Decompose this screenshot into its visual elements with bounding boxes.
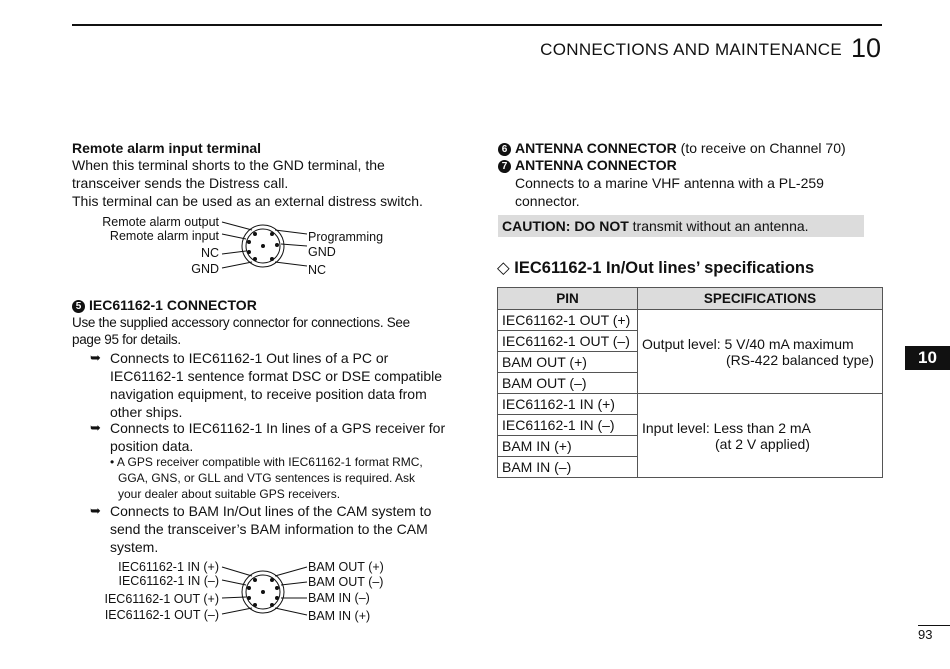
pin-label: IEC61162-1 IN (+) xyxy=(118,560,219,574)
antenna-connector-7: 7 ANTENNA CONNECTOR xyxy=(498,156,677,174)
table-row xyxy=(498,394,883,415)
pin-label: BAM IN (+) xyxy=(308,609,371,623)
pin-label: IEC61162-1 OUT (+) xyxy=(104,592,219,606)
list-item: ➥ Connects to BAM In/Out lines of the CAM system to send the transceiver’s BAM information to the CAM system. xyxy=(90,503,432,555)
spec-heading: ◇ IEC61162-1 In/Out lines’ specifications xyxy=(497,259,815,277)
pin-cell: BAM IN (–) xyxy=(498,457,638,478)
arrow-bullet-icon: ➥ xyxy=(90,420,101,435)
list-item: ➥ Connects to IEC61162-1 In lines of a GPS receiver for position data. xyxy=(90,420,446,454)
remote-alarm-text: When this terminal shorts to the GND terminal, the transceiver sends the Distress call. This terminal can be used as an external distress switch. xyxy=(72,157,423,209)
chapter-number: 10 xyxy=(851,33,882,63)
pin-label: BAM OUT (–) xyxy=(308,575,384,589)
antenna-description: Connects to a marine VHF antenna with a PL-259 connector. xyxy=(515,175,824,209)
page-number: 93 xyxy=(918,627,933,642)
antenna-connector-6: 6 ANTENNA CONNECTOR (to receive on Channel 70) xyxy=(498,139,846,157)
input-spec-cell: Input level: Less than 2 mA (at 2 V applied) xyxy=(638,394,883,478)
pin-label: Remote alarm output xyxy=(102,215,219,229)
pin-cell: IEC61162-1 IN (–) xyxy=(498,415,638,436)
connector-7pin-icon xyxy=(215,212,310,282)
output-spec-cell: Output level: 5 V/40 mA maximum (RS-422 balanced type) xyxy=(638,310,883,394)
pin-label: BAM OUT (+) xyxy=(308,560,384,574)
pin-label: IEC61162-1 IN (–) xyxy=(118,574,219,588)
remote-alarm-heading: Remote alarm input terminal xyxy=(72,140,262,156)
page-number-rule xyxy=(918,625,950,626)
pin-label: NC xyxy=(308,263,327,277)
pin-label: IEC61162-1 OUT (–) xyxy=(104,608,219,622)
pin-cell: IEC61162-1 OUT (+) xyxy=(498,310,638,331)
page-header-title: CONNECTIONS AND MAINTENANCE xyxy=(540,40,842,59)
item-number-badge: 7 xyxy=(498,160,511,173)
pin-label: GND xyxy=(191,262,219,276)
item-number-badge: 5 xyxy=(72,300,85,313)
pin-label: Programming xyxy=(308,230,384,244)
connector-8pin-icon xyxy=(215,558,310,628)
table-row xyxy=(498,310,883,331)
table-header-row xyxy=(498,288,883,310)
column-header-pin: PIN xyxy=(498,288,638,310)
header-rule xyxy=(72,24,882,26)
diamond-icon: ◇ xyxy=(497,259,510,277)
spec-table xyxy=(497,287,883,478)
iec-connector-heading: 5 IEC61162-1 CONNECTOR xyxy=(72,296,257,314)
pin-cell: BAM IN (+) xyxy=(498,436,638,457)
list-item: ➥ Connects to IEC61162-1 Out lines of a PC or IEC61162-1 sentence format DSC or DSE compatible navigation equipment, to receive position data from other ships. xyxy=(90,350,443,420)
pin-label: NC xyxy=(200,246,219,260)
pin-cell: IEC61162-1 OUT (–) xyxy=(498,331,638,352)
pin-cell: BAM OUT (–) xyxy=(498,373,638,394)
pin-cell: BAM OUT (+) xyxy=(498,352,638,373)
gps-note: • A GPS receiver compatible with IEC61162-1 format RMC, GGA, GNS, or GLL and VTG sentences is required. Ask your dealer about suitable GPS receivers. xyxy=(110,455,423,501)
chapter-side-tab: 10 xyxy=(905,346,950,370)
pin-label: BAM IN (–) xyxy=(308,591,370,605)
pin-label: GND xyxy=(308,245,336,259)
arrow-bullet-icon: ➥ xyxy=(90,503,101,518)
column-header-specifications: SPECIFICATIONS xyxy=(638,288,883,310)
item-number-badge: 6 xyxy=(498,143,511,156)
caution-box: CAUTION: DO NOT transmit without an antenna. xyxy=(498,215,864,237)
iec-connector-intro: Use the supplied accessory connector for connections. See page 95 for details. xyxy=(72,315,410,347)
pin-label: Remote alarm input xyxy=(109,229,219,243)
pin-cell: IEC61162-1 IN (+) xyxy=(498,394,638,415)
arrow-bullet-icon: ➥ xyxy=(90,350,101,365)
